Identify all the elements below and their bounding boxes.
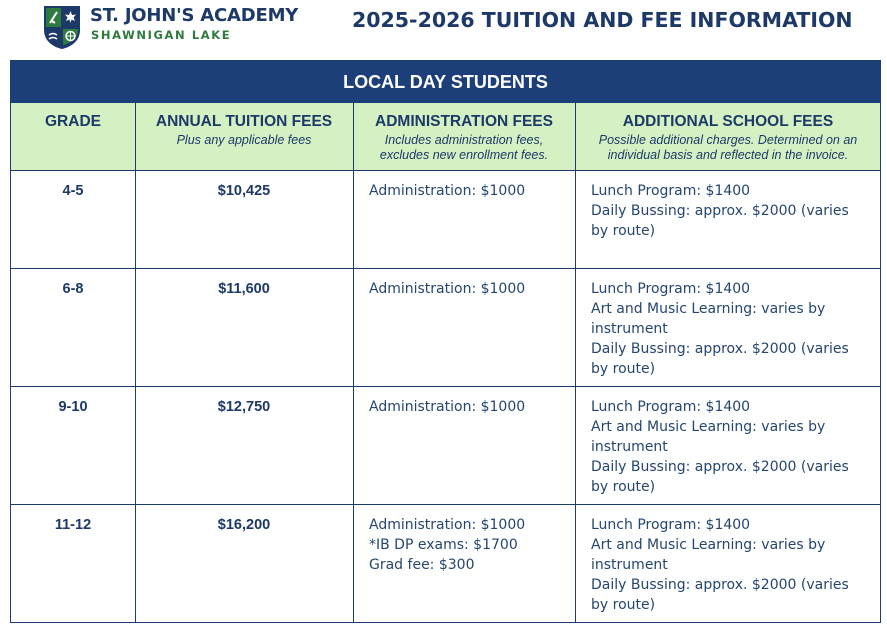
fee-line: Lunch Program: $1400: [591, 281, 751, 297]
document-title: 2025-2026 TUITION AND FEE INFORMATION: [352, 8, 853, 32]
grade-cell: 11-12: [54, 517, 92, 533]
column-header-tuition: [135, 113, 353, 148]
grade-cell: 6-8: [62, 281, 84, 297]
fee-line: Art and Music Learning: varies by: [591, 301, 826, 317]
fee-line: Daily Bussing: approx. $2000 (varies: [591, 203, 849, 219]
column-subtitle: Includes administration fees,: [384, 133, 544, 147]
admin-fees-cell: [369, 515, 525, 575]
column-title: GRADE: [45, 113, 101, 130]
additional-fees-cell: [591, 515, 849, 615]
grade-cell: 4-5: [62, 183, 84, 199]
page-header: [0, 0, 887, 60]
column-subtitle: individual basis and reflected in the invoice.: [607, 148, 849, 162]
school-name: ST. JOHN'S ACADEMY: [90, 5, 299, 26]
fee-line: Daily Bussing: approx. $2000 (varies: [591, 341, 849, 357]
admin-fees-cell: [369, 181, 525, 201]
column-divider: [135, 103, 136, 622]
tuition-cell: $12,750: [217, 399, 271, 415]
column-subtitle: Plus any applicable fees: [176, 133, 312, 147]
additional-fees-cell: [591, 397, 849, 497]
admin-fees-cell: [369, 397, 525, 417]
fee-line: Lunch Program: $1400: [591, 517, 751, 533]
fee-line: Grad fee: $300: [369, 557, 475, 573]
school-crest-icon: [42, 4, 82, 50]
column-header-additional: [575, 113, 881, 163]
column-title: ADMINISTRATION FEES: [375, 113, 553, 130]
fee-line: instrument: [591, 557, 668, 573]
tuition-cell: $16,200: [217, 517, 271, 533]
section-title: LOCAL DAY STUDENTS: [11, 61, 880, 103]
tuition-cell: $11,600: [218, 281, 270, 297]
column-header-admin: [353, 113, 575, 163]
fee-line: Art and Music Learning: varies by: [591, 419, 826, 435]
column-title: ANNUAL TUITION FEES: [155, 113, 333, 130]
tuition-cell: $10,425: [217, 183, 271, 199]
fee-line: Art and Music Learning: varies by: [591, 537, 826, 553]
column-divider: [353, 103, 354, 622]
column-header-grade: [11, 113, 135, 131]
column-title: ADDITIONAL SCHOOL FEES: [622, 113, 834, 130]
fee-line: instrument: [591, 321, 668, 337]
fee-line: Daily Bussing: approx. $2000 (varies: [591, 459, 849, 475]
row-divider: [11, 504, 880, 505]
additional-fees-cell: [591, 181, 849, 241]
table-header-row: [11, 103, 880, 171]
column-divider: [575, 103, 576, 622]
fee-line: by route): [591, 223, 656, 239]
fee-line: Administration: $1000: [369, 281, 526, 297]
admin-fees-cell: [369, 279, 525, 299]
grade-cell: 9-10: [58, 399, 88, 415]
fee-line: Administration: $1000: [369, 183, 526, 199]
fee-table: [10, 60, 881, 623]
fee-line: Daily Bussing: approx. $2000 (varies: [591, 577, 849, 593]
fee-line: by route): [591, 361, 656, 377]
row-divider: [11, 268, 880, 269]
row-divider: [11, 386, 880, 387]
column-subtitle: Possible additional charges. Determined on an: [598, 133, 858, 147]
column-subtitle: excludes new enrollment fees.: [379, 148, 549, 162]
fee-line: instrument: [591, 439, 668, 455]
fee-line: by route): [591, 479, 656, 495]
fee-line: by route): [591, 597, 656, 613]
additional-fees-cell: [591, 279, 849, 379]
fee-line: Administration: $1000: [369, 399, 526, 415]
fee-line: *IB DP exams: $1700: [369, 537, 518, 553]
fee-line: Lunch Program: $1400: [591, 399, 751, 415]
fee-line: Lunch Program: $1400: [591, 183, 751, 199]
school-location: SHAWNIGAN LAKE: [91, 28, 232, 42]
fee-line: Administration: $1000: [369, 517, 526, 533]
